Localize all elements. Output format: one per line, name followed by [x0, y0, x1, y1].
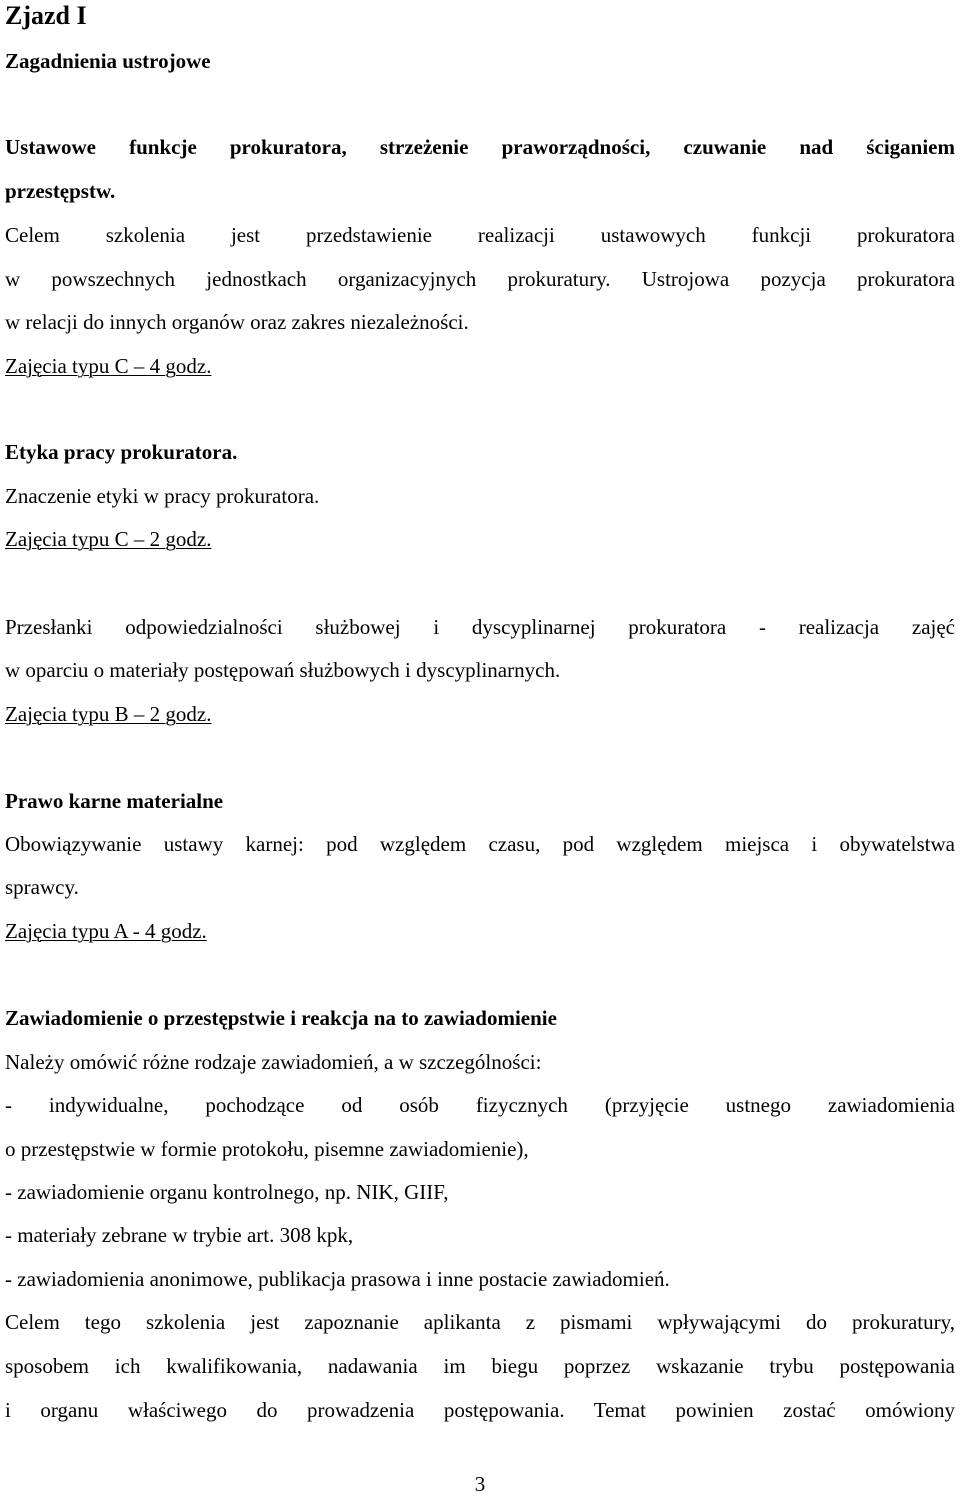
paragraph-line: w powszechnych jednostkach organizacyjnych prokuratury. Ustrojowa pozycja prokuratora [5, 267, 955, 291]
paragraph-line: sposobem ich kwalifikowania, nadawania im biegu poprzez wskazanie trybu postępowania [5, 1354, 955, 1378]
list-item: - zawiadomienie organu kontrolnego, np. NIK, GIIF, [5, 1180, 449, 1204]
class-type-note: Zajęcia typu B – 2 godz. [5, 702, 212, 726]
paragraph-line: Celem tego szkolenia jest zapoznanie aplikanta z pismami wpływającymi do prokuratury, [5, 1310, 955, 1334]
class-type-note: Zajęcia typu A - 4 godz. [5, 919, 207, 943]
topic-title-line-2: przestępstw. [5, 179, 116, 203]
page-heading: Zjazd I [5, 1, 87, 30]
paragraph-line: Należy omówić różne rodzaje zawiadomień, a w szczególności: [5, 1050, 542, 1074]
paragraph-line: i organu właściwego do prowadzenia postępowania. Temat powinien zostać omówiony [5, 1398, 955, 1422]
list-item: - materiały zebrane w trybie art. 308 kpk, [5, 1223, 354, 1247]
paragraph-line: Znaczenie etyki w pracy prokuratora. [5, 484, 320, 508]
section-title: Zagadnienia ustrojowe [5, 49, 211, 73]
paragraph-line: Obowiązywanie ustawy karnej: pod względem czasu, pod względem miejsca i obywatelstwa [5, 832, 955, 856]
paragraph-line: w oparciu o materiały postępowań służbowych i dyscyplinarnych. [5, 658, 561, 682]
list-item-line: o przestępstwie w formie protokołu, pisemne zawiadomienie), [5, 1137, 529, 1161]
paragraph-line: w relacji do innych organów oraz zakres niezależności. [5, 310, 469, 334]
paragraph-line: sprawcy. [5, 875, 79, 899]
topic-title: Zawiadomienie o przestępstwie i reakcja na to zawiadomienie [5, 1006, 557, 1030]
topic-title: Prawo karne materialne [5, 789, 224, 813]
paragraph-line: Celem szkolenia jest przedstawienie realizacji ustawowych funkcji prokuratora [5, 223, 955, 247]
class-type-note: Zajęcia typu C – 4 godz. [5, 354, 212, 378]
page-number: 3 [474, 1472, 486, 1496]
list-item: - zawiadomienia anonimowe, publikacja prasowa i inne postacie zawiadomień. [5, 1267, 670, 1291]
paragraph-line: Przesłanki odpowiedzialności służbowej i dyscyplinarnej prokuratora - realizacja zajęć [5, 615, 955, 639]
list-item-line: - indywidualne, pochodzące od osób fizycznych (przyjęcie ustnego zawiadomienia [5, 1093, 955, 1117]
class-type-note: Zajęcia typu C – 2 godz. [5, 527, 212, 551]
topic-title: Etyka pracy prokuratora. [5, 440, 238, 464]
topic-title-line-1: Ustawowe funkcje prokuratora, strzeżenie praworządności, czuwanie nad ściganiem [5, 135, 955, 159]
